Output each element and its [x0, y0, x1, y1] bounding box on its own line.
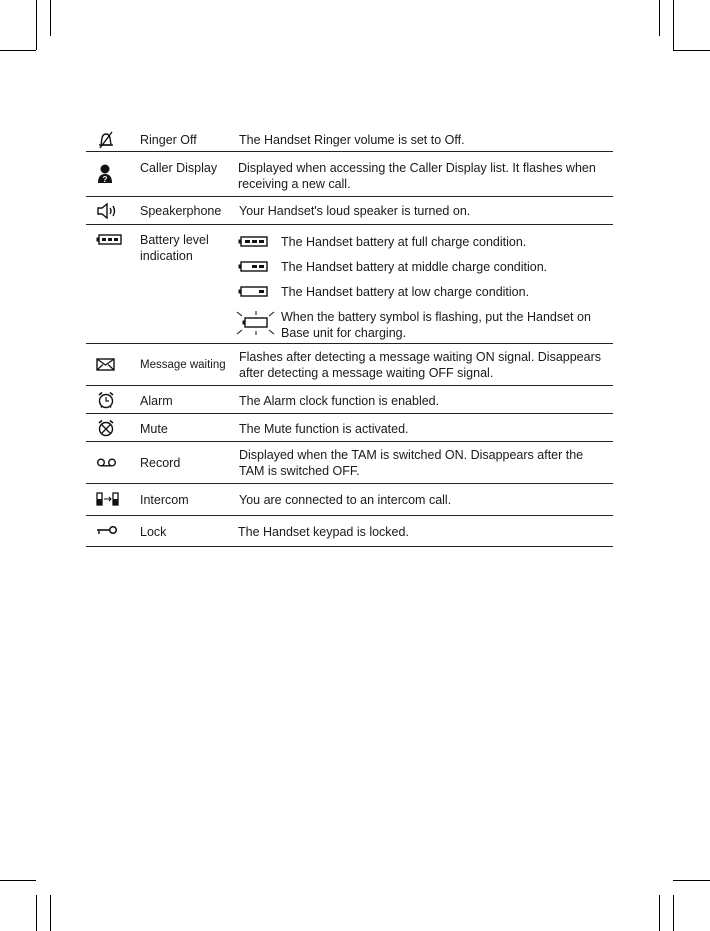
row-message-waiting [86, 348, 613, 384]
row-label: Intercom [140, 493, 189, 507]
row-desc: The Handset Ringer volume is set to Off. [239, 133, 465, 147]
battery-middle-icon [238, 260, 268, 278]
battery-full-text: The Handset battery at full charge condition. [281, 235, 527, 249]
crop-mark-bl-h [0, 880, 36, 881]
battery-flashing-text: When the battery symbol is flashing, put the Handset on Base unit for charging. [281, 310, 591, 340]
divider [86, 413, 613, 414]
crop-mark-tl-v2 [50, 0, 51, 36]
row-label: Speakerphone [140, 204, 222, 218]
row-desc: Flashes after detecting a message waiting ON signal. Disappears after detecting a message waiting OFF signal. [239, 350, 601, 380]
divider [86, 151, 613, 152]
divider [86, 224, 613, 225]
row-battery [86, 231, 613, 343]
alarm-icon [96, 391, 118, 409]
row-speakerphone [86, 202, 613, 222]
divider [86, 441, 613, 442]
row-desc: The Mute function is activated. [239, 422, 409, 436]
ringer-off-icon [96, 131, 118, 149]
record-icon [96, 458, 118, 476]
row-mute [86, 419, 613, 439]
battery-full-icon [238, 235, 268, 253]
divider [86, 546, 613, 547]
row-alarm [86, 391, 613, 411]
crop-mark-br-h [673, 880, 710, 881]
battery-icon [96, 234, 118, 252]
message-icon [96, 358, 118, 376]
svg-text:?: ? [102, 175, 108, 184]
row-caller-display [86, 158, 613, 194]
divider [86, 483, 613, 484]
battery-low-icon [238, 285, 268, 303]
row-lock [86, 522, 613, 542]
row-label: Ringer Off [140, 133, 197, 147]
row-label: Mute [140, 422, 168, 436]
row-desc: Displayed when accessing the Caller Display list. It flashes when receiving a new call. [238, 161, 596, 191]
row-ringer-off [86, 131, 613, 151]
row-desc: Your Handset's loud speaker is turned on. [239, 204, 471, 218]
crop-mark-tr-h [673, 50, 710, 51]
crop-mark-br-v [659, 895, 660, 931]
row-label: Alarm [140, 394, 173, 408]
divider [86, 515, 613, 516]
mute-icon [96, 419, 118, 437]
crop-mark-tr-v2 [673, 0, 674, 50]
divider [86, 385, 613, 386]
row-desc: The Handset keypad is locked. [238, 525, 409, 539]
battery-low-text: The Handset battery at low charge condition. [281, 285, 530, 299]
crop-mark-br-v2 [673, 895, 674, 931]
row-desc: Displayed when the TAM is switched ON. Disappears after the TAM is switched OFF. [239, 448, 584, 478]
divider [86, 196, 613, 197]
battery-middle-text: The Handset battery at middle charge condition. [281, 260, 548, 274]
crop-mark-tr-v [659, 0, 660, 36]
row-desc: The Alarm clock function is enabled. [239, 394, 440, 408]
intercom-icon [96, 492, 118, 510]
battery-flashing-icon [236, 310, 276, 341]
row-label: Message waiting [140, 359, 226, 371]
row-desc: You are connected to an intercom call. [239, 493, 452, 507]
crop-mark-tl-v [36, 0, 37, 50]
divider [86, 343, 613, 344]
row-intercom [86, 490, 613, 510]
speakerphone-icon [96, 203, 118, 221]
row-label: Lock [140, 525, 167, 539]
row-label: Record [140, 456, 181, 470]
row-record [86, 446, 613, 482]
caller-display-icon [96, 164, 118, 182]
crop-mark-bl-v2 [50, 895, 51, 931]
lock-icon [96, 526, 118, 544]
row-label: Caller Display [140, 161, 218, 175]
crop-mark-bl-v [36, 895, 37, 931]
row-label: Battery level indication [140, 233, 209, 263]
crop-mark-tl-h [0, 50, 36, 51]
